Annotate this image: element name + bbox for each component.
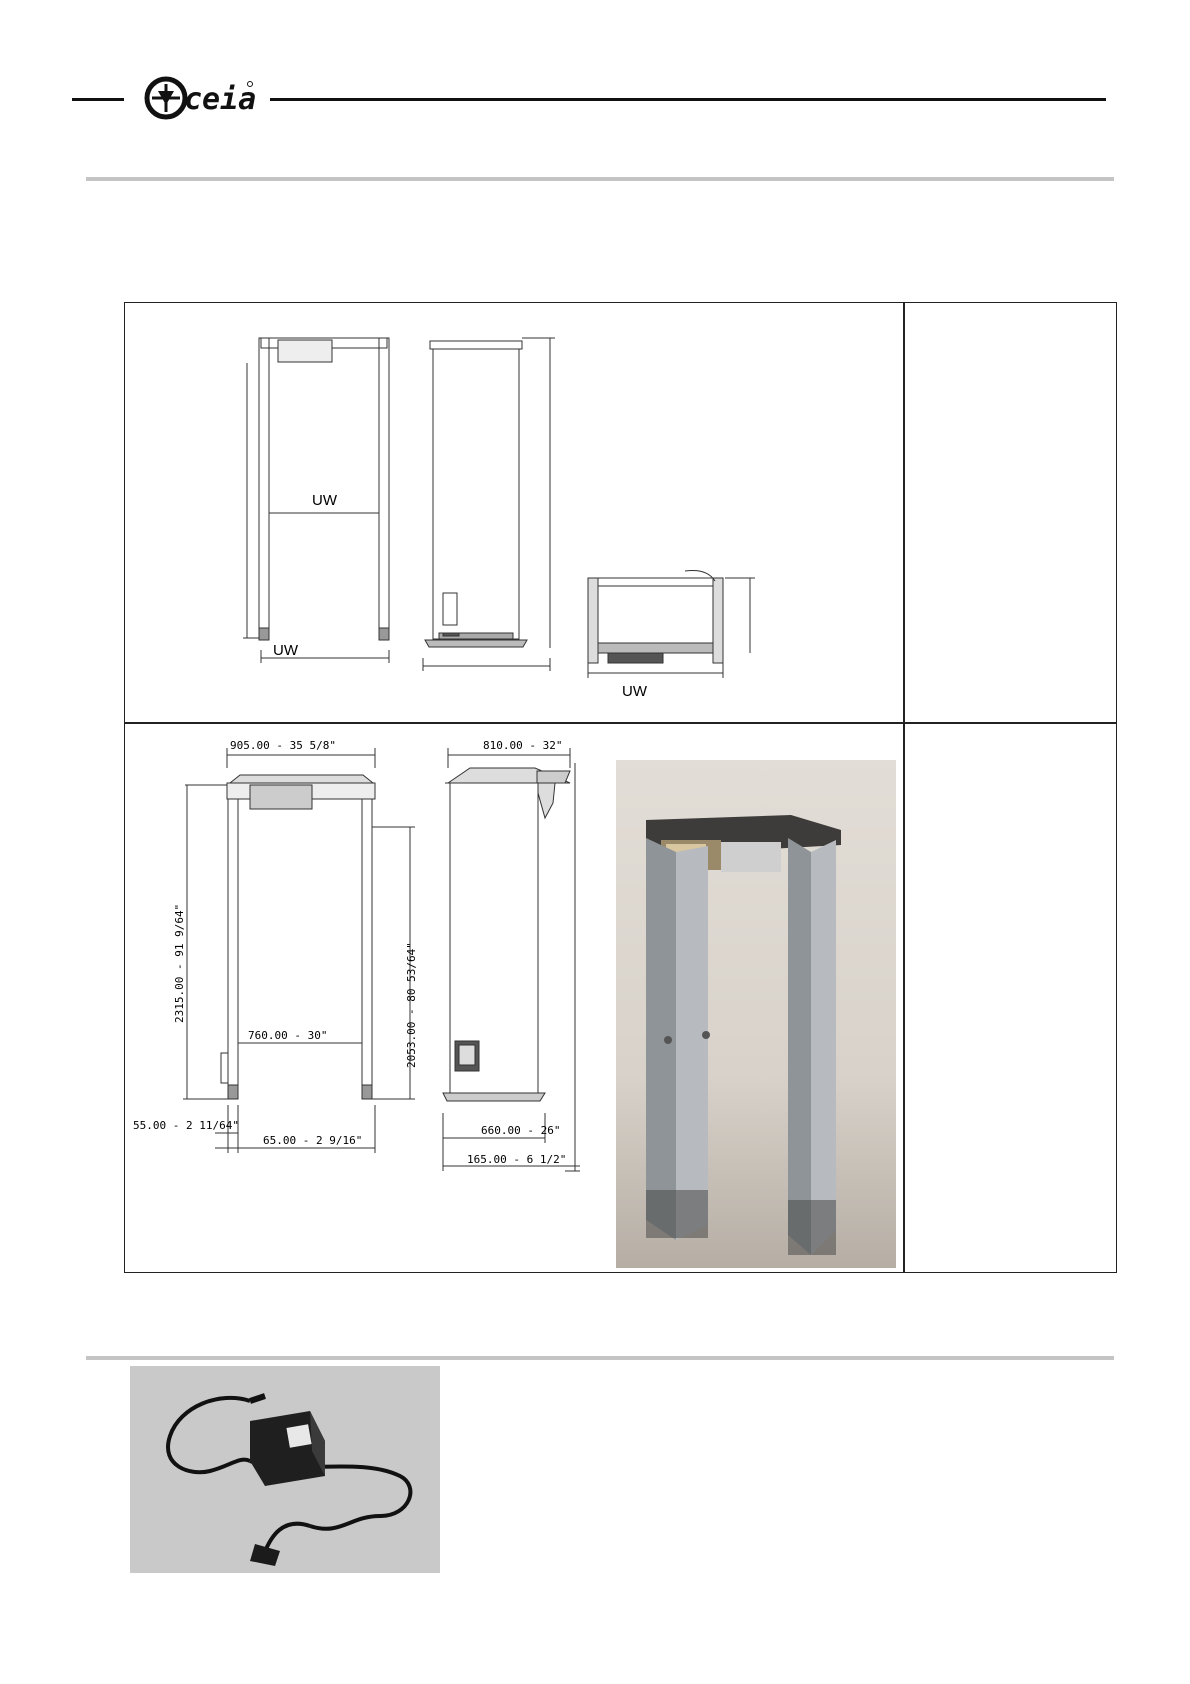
dim-side-depth-base: 660.00 - 26" [481,1124,561,1137]
front-bottom-width-label: UW [273,642,298,659]
adapter-photo [130,1366,440,1573]
dim-overall-height: 2315.00 - 91 9/64" [173,903,186,1023]
dim-side-extension: 165.00 - 6 1/2" [467,1153,567,1166]
dim-side-depth-top: 810.00 - 32" [483,739,563,752]
ceia-logo [144,76,256,120]
header-rule-right [270,98,1106,101]
gate-photo [616,760,896,1268]
section-divider-bottom [86,1356,1114,1360]
section-divider-top [86,177,1114,181]
header-rule-left [72,98,124,101]
dimension-drawing-bottom [125,723,615,1271]
dim-inner-height: 2053.00 - 80 53/64" [405,942,418,1068]
dim-overall-width: 905.00 - 35 5/8" [230,739,336,752]
front-width-label: UW [312,492,337,509]
plan-width-label: UW [622,683,647,700]
dim-panel-width: 65.00 - 2 9/16" [263,1134,363,1147]
table-column-divider [903,302,905,1273]
dim-foot-offset: 55.00 - 2 11/64" [133,1119,239,1132]
logo-text: ceia [184,82,256,117]
dim-passage-width: 760.00 - 30" [248,1029,328,1042]
dimension-drawing-top [125,303,901,721]
